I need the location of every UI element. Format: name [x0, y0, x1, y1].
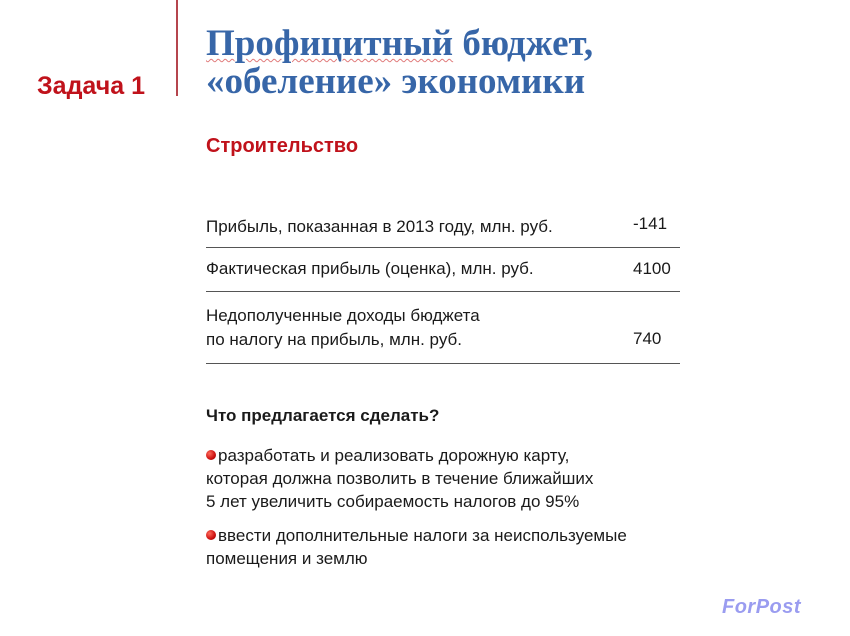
row-label [206, 292, 680, 352]
figures-table [206, 207, 680, 364]
table-row [206, 248, 680, 292]
list-item [206, 524, 696, 570]
divider-line [176, 0, 178, 96]
row-label: Прибыль, показанная в 2013 году, млн. руб. [206, 217, 553, 236]
row-value: 4100 [633, 259, 671, 278]
row-value: 740 [633, 329, 662, 348]
item-line: 5 лет увеличить собираемость налогов до 95% [206, 492, 580, 511]
task-label: Задача 1 [37, 72, 145, 100]
row-label: Фактическая прибыль (оценка), млн. руб. [206, 259, 534, 278]
table-row [206, 292, 680, 364]
red-bullet-icon [206, 450, 216, 460]
row-value: -141 [633, 214, 668, 233]
title-line2: «обеление» экономики [206, 61, 586, 102]
red-bullet-icon [206, 530, 216, 540]
title-word-spellcheck: Профицитный [206, 23, 454, 64]
item-line: разработать и реализовать дорожную карту, [218, 446, 570, 465]
item-line: помещения и землю [206, 549, 368, 568]
table-row [206, 207, 680, 248]
item-line: ввести дополнительные налоги за неиспользуемые [218, 526, 627, 545]
section-subtitle: Строительство [206, 135, 359, 157]
item-line: которая должна позволить в течение ближайших [206, 469, 594, 488]
proposals-heading: Что предлагается сделать? [206, 406, 440, 425]
row-label-line2: по налогу на прибыль, млн. руб. [206, 330, 462, 349]
slide-title [206, 25, 593, 101]
row-label-line1: Недополученные доходы бюджета [206, 306, 480, 325]
proposals-list [206, 444, 696, 581]
title-line1-rest: бюджет, [453, 23, 594, 64]
forpost-watermark-logo: ForPost [722, 596, 802, 618]
list-item [206, 444, 696, 513]
